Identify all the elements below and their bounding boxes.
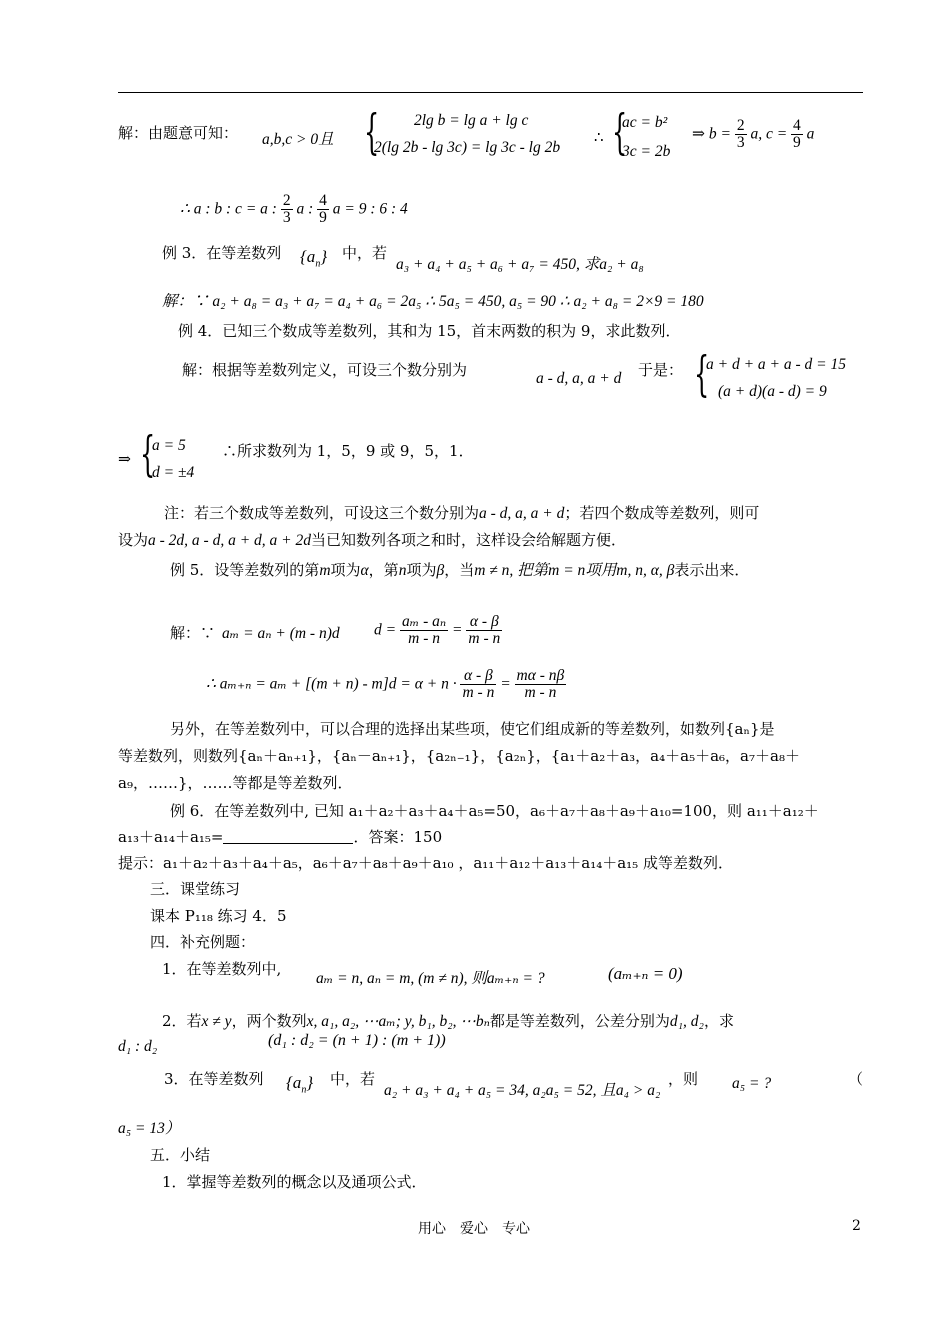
problem3-then: ，则	[668, 1070, 699, 1088]
example5-general-term: ∴ aₘ₊ₙ = aₘ + [(m + n) - m]d = α + n · $\frac{\alpha - \beta}{m - n}$ = $\frac{m\alpha - n\beta}{m - n}$	[206, 667, 565, 702]
solution-intro: 解：由题意可知：	[118, 124, 239, 142]
implies-arrow: ⇒	[118, 451, 131, 468]
section4-heading: 四．补充例题：	[150, 933, 256, 951]
sequence-an-p3: $\{a_n\}$	[286, 1073, 314, 1096]
problem3-ask: a₅ = ?	[732, 1075, 772, 1092]
therefore-symbol: ∴	[594, 128, 604, 146]
textbook-ref: 课本 P₁₁₈ 练习 4．5	[150, 907, 287, 925]
problem3-answer: a₅ = 13）	[118, 1120, 181, 1137]
example4-sys2: (a + d)(a - d) = 9	[718, 383, 827, 400]
example3-mid: 中，若	[342, 244, 388, 262]
system-brace-4: {	[140, 426, 156, 482]
page-number: 2	[852, 1218, 861, 1234]
summary-item1: 1．掌握等差数列的概念以及通项公式．	[162, 1173, 427, 1191]
system1-line1: 2lg b = lg a + lg c	[414, 112, 529, 129]
condition-positive: a,b,c > 0且	[262, 131, 334, 148]
note-line2: 设为a - 2d, a - d, a + d, a + 2d当已知数列各项之和时，这样设会给解题方便．	[118, 531, 627, 549]
result-d: d = ±4	[152, 464, 195, 481]
example3-label: 例 3．在等差数列	[162, 244, 282, 262]
problem1-label: 1．在等差数列中,	[162, 960, 282, 978]
sequence-an-3: $\{a_n\}$	[300, 247, 328, 270]
extra-line1: 另外，在等差数列中，可以合理的选择出某些项，使它们组成新的等差数列，如数列{aₙ}是	[170, 720, 775, 738]
implies-b: ⇒ b = $\frac{2}{3}$ a, c = $\frac{4}{9}$ a	[692, 117, 815, 152]
example3-condition: a₃ + a₄ + a₅ + a₆ + a₇ = 450, 求a₂ + a₈	[396, 256, 644, 273]
section3-heading: 三．课堂练习	[150, 880, 241, 898]
result-a: a = 5	[152, 437, 186, 454]
example4-text: 例 4．已知三个数成等差数列，其和为 15，首末两数的积为 9，求此数列．	[178, 322, 681, 340]
problem2-answer: (d₁ : d₂ = (n + 1) : (m + 1))	[268, 1032, 446, 1049]
system2-line1: ac = b²	[622, 114, 668, 131]
system-brace-3: {	[694, 346, 710, 402]
system1-line2: 2(lg 2b - lg 3c) = lg 3c - lg 2b	[374, 139, 561, 156]
problem3-mid: 中，若	[330, 1070, 376, 1088]
example4-sys1: a + d + a + a - d = 15	[706, 356, 846, 373]
section5-heading: 五．小结	[150, 1146, 211, 1164]
example6-line2: a₁₃＋a₁₄＋a₁₅= ．答案：150	[118, 828, 443, 846]
extra-line3: a₉，……}，……等都是等差数列．	[118, 774, 353, 792]
example4-so: 于是：	[638, 361, 684, 379]
example5-eq1: aₘ = aₙ + (m - n)d	[222, 625, 340, 642]
extra-line2: 等差数列，则数列{aₙ＋aₙ₊₁}，{aₙ－aₙ₊₁}，{a₂ₙ₋₁}，{a₂ₙ}，{a₁＋a₂＋a₃，a₄＋a₅＋a₆，a₇＋a₈＋	[118, 747, 800, 765]
example3-solution: 解：∵ a₂ + a₈ = a₃ + a₇ = a₄ + a₆ = 2a₅ ∴ 5a₅ = 450, a₅ = 90 ∴ a₂ + a₈ = 2×9 = 180	[162, 293, 704, 310]
problem3-paren: （	[848, 1070, 864, 1088]
example4-conclusion: ∴所求数列为 1，5，9 或 9，5，1．	[222, 442, 474, 460]
problem1-answer: (aₘ₊ₙ = 0)	[608, 964, 683, 983]
example5-statement: 例 5．设等差数列的第m项为α，第n项为β，当m ≠ n, 把第m = n项用m, n, α, β表示出来．	[170, 561, 750, 579]
ratio-line: ∴ a : b : c = a : $\frac{2}{3}$ a : $\frac{4}{9}$ a = 9 : 6 : 4	[180, 192, 408, 227]
example5-solution-label: 解：∵	[170, 624, 216, 642]
example4-solution: 解：根据等差数列定义，可设三个数分别为	[182, 361, 468, 379]
problem2-ratio: d₁ : d₂	[118, 1038, 158, 1055]
problem3-condition: a₂ + a₃ + a₄ + a₅ = 34, a₂a₅ = 52, 且a₄ > a₂	[384, 1082, 661, 1099]
answer-blank	[223, 829, 353, 844]
problem3-label: 3．在等差数列	[164, 1070, 264, 1088]
example4-terms: a - d, a, a + d	[536, 370, 622, 387]
problem2-line1: 2．若x ≠ y，两个数列x, a₁, a₂, ⋯aₘ; y, b₁, b₂, ⋯bₙ都是等差数列，公差分别为d₁, d₂，求	[162, 1012, 734, 1030]
system-brace-2: {	[612, 104, 628, 160]
example6-line1: 例 6．在等差数列中, 已知 a₁＋a₂＋a₃＋a₄＋a₅=50，a₆＋a₇＋a₈＋a₉＋a₁₀=100，则 a₁₁＋a₁₂＋	[170, 802, 819, 820]
note-line1: 注：若三个数成等差数列，可设这三个数分别为a - d, a, a + d；若四个数成等差数列，则可	[164, 504, 760, 522]
hint-line: 提示：a₁＋a₂＋a₃＋a₄＋a₅，a₆＋a₇＋a₈＋a₉＋a₁₀ ，a₁₁＋a₁₂＋a₁₃＋a₁₄＋a₁₅ 成等差数列．	[118, 854, 733, 872]
footer-text: 用心 爱心 专心	[418, 1221, 530, 1237]
header-rule	[118, 92, 863, 93]
problem1-equation: aₘ = n, aₙ = m, (m ≠ n), 则aₘ₊ₙ = ?	[316, 970, 545, 987]
system2-line2: 3c = 2b	[622, 143, 671, 160]
example5-d-formula: d = $\frac{\text{aₘ - aₙ}}{m - n}$ = $\frac{\alpha - \beta}{m - n}$	[374, 613, 501, 648]
system-brace-1: {	[364, 104, 380, 160]
